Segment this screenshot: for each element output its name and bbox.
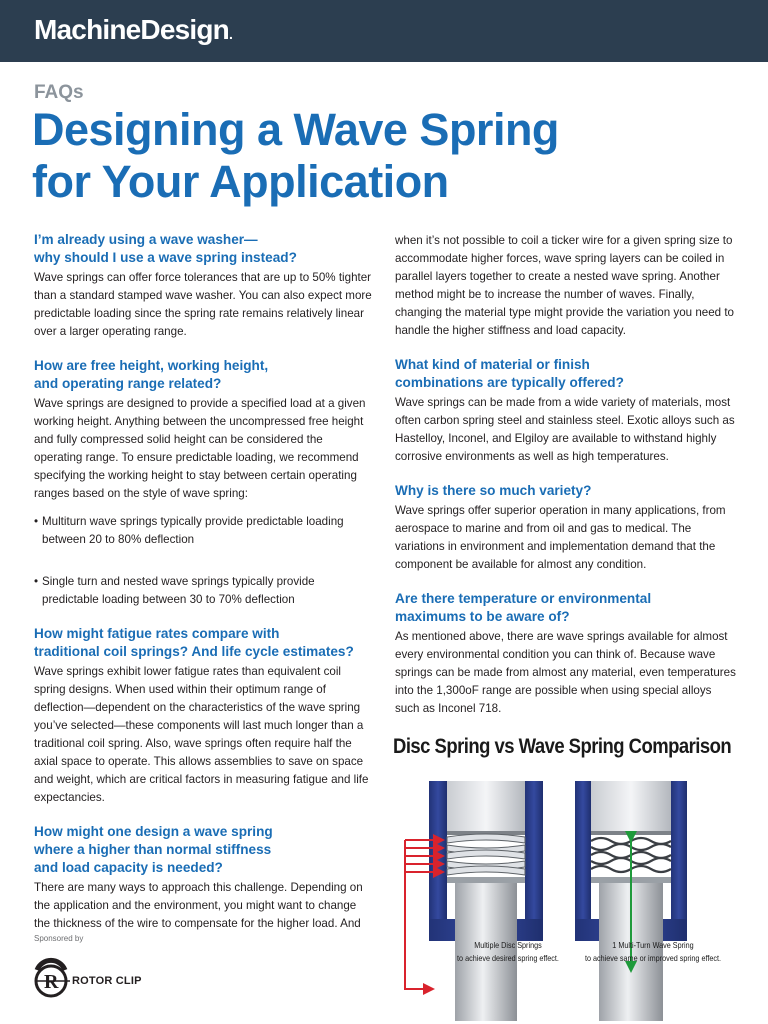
caption-right: 1 Multi-Turn Wave Spring to achieve same or improved spring effect. — [584, 940, 721, 963]
list-item: • Multiturn wave springs typically provide predictable loading between 20 to 80% deflection — [34, 515, 344, 546]
wave-spring-assembly — [575, 781, 687, 1021]
answer-paragraph: As mentioned above, there are wave springs available for almost every environmental condition you can think of. Because wave springs can be made from almost any material, even temperatures into the 1,300oF range are possible when using special alloys such as Inconel 718. — [395, 630, 736, 715]
question-heading: How might fatigue rates compare with traditional coil springs? And life cycle estimates? — [34, 626, 354, 659]
list-item: • Single turn and nested wave springs typically provide predictable loading between 30 to 70% deflection — [34, 575, 315, 606]
right-column — [395, 232, 737, 718]
brand-logo[interactable]: MachineDesign. — [34, 14, 233, 45]
question-heading: How might one design a wave spring where a higher than normal stiffness and load capacity is needed? — [34, 824, 273, 875]
sponsor-label: Sponsored by — [34, 934, 84, 943]
spring-comparison-illustration — [383, 779, 753, 1024]
disc-spring-assembly — [405, 781, 543, 1021]
answer-paragraph: Wave springs are designed to provide a specified load at a given working height. Anything between the uncompressed free height and fully compressed solid height can be considered the operating range. To ensure predictable loading, we recommend specifying the working height to stay between certain operating ranges based on the style of wave spring: — [34, 397, 366, 500]
answer-paragraph: Wave springs can be made from a wide variety of materials, most often carbon spring steel and stainless steel. Exotic alloys such as Hastelloy, Inconel, and Elgiloy are available to withstand highly corrosive environments as well as high temperatures. — [395, 396, 735, 463]
question-heading: Are there temperature or environmental maximums to be aware of? — [395, 591, 652, 624]
figure-title: Disc Spring vs Wave Spring Comparison — [393, 735, 732, 758]
answer-paragraph: when it’s not possible to coil a ticker wire for a given spring size to accommodate higher forces, wave spring layers can be coiled in parallel layers together to create a nested wave spring. Another method might be to increase the number of waves. Finally, changing the material type might provide the variation you need to handle the higher stiffness and load capacity. — [395, 234, 735, 337]
section-kicker: FAQs — [34, 82, 84, 103]
sponsor-logo-text: ROTOR CLIP — [72, 975, 142, 987]
answer-paragraph: Wave springs can offer force tolerances that are up to 50% tighter than a standard stamped wave washer. You can also expect more predictable loading since the spring rate remains relatively linear over a larger operating range. — [34, 271, 372, 338]
svg-text:R: R — [44, 971, 59, 993]
left-column — [34, 231, 374, 933]
answer-paragraph: There are many ways to approach this challenge. Depending on the application and the environment, you might want to change the thickness of the wire to compensate for the higher load. And — [34, 881, 363, 930]
question-heading: Why is there so much variety? — [395, 483, 592, 498]
comparison-figure — [383, 727, 753, 1024]
question-heading: What kind of material or finish combinations are typically offered? — [395, 357, 624, 390]
answer-paragraph: Wave springs exhibit lower fatigue rates than equivalent coil spring designs. When used within their optimum range of deflection—dependent on the characteristics of the wave spring you’ve selected—these components will last much longer than a traditional coil spring. Also, wave springs often require half the axial space to operate. This allows assemblies to save on space and weight, which are critical factors in measuring fatigue and life expectancies. — [34, 665, 369, 804]
question-heading: I’m already using a wave washer— why should I use a wave spring instead? — [34, 232, 297, 265]
header-bar — [0, 0, 768, 62]
caption-left: Multiple Disc Springs to achieve desired spring effect. — [457, 940, 559, 963]
page-title: Designing a Wave Spring for Your Application — [32, 104, 559, 207]
question-heading: How are free height, working height, and operating range related? — [34, 358, 269, 391]
answer-paragraph: Wave springs offer superior operation in many applications, from aerospace to marine and from oil and gas to medical. The variations in environment and implementation demand that the component be available for almost any condition. — [395, 504, 726, 571]
